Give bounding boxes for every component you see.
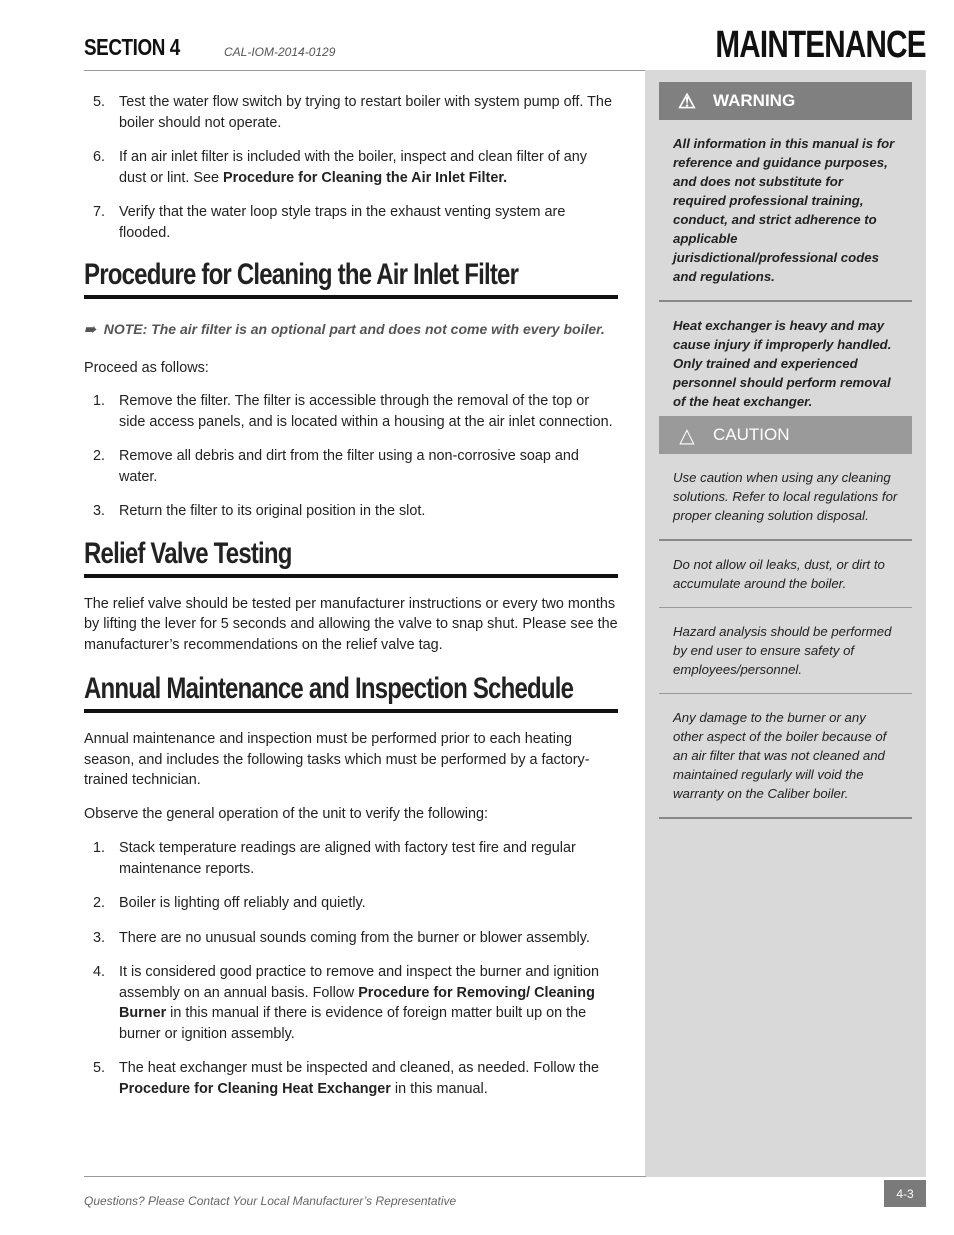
cross-reference: Procedure for Cleaning the Air Inlet Filter. xyxy=(223,169,508,186)
intro-list xyxy=(84,92,618,243)
page-title: MAINTENANCE xyxy=(715,24,926,66)
annual-items xyxy=(84,838,618,1099)
footer-text: Questions? Please Contact Your Local Manufacturer’s Representative xyxy=(84,1194,457,1208)
annual-body: Annual maintenance and inspection must be performed prior to each heating season, and includes the following tasks which must be performed by a factory-trained technician. xyxy=(84,731,590,788)
caution-text: Do not allow oil leaks, dust, or dirt to accumulate around the boiler. xyxy=(659,541,912,608)
list-item: 1. Stack temperature readings are aligned with factory test fire and regular maintenance reports. xyxy=(93,840,576,877)
list-item: 5. The heat exchanger must be inspected and cleaned, as needed. Follow the Procedure for Cleaning Heat Exchanger in this manual. xyxy=(93,1060,600,1097)
heading-relief-valve: Relief Valve Testing xyxy=(84,536,618,578)
page-header xyxy=(84,24,926,71)
caution-text: Hazard analysis should be performed by end user to ensure safety of employees/personnel. xyxy=(659,608,912,694)
list-item: 3. There are no unusual sounds coming from the burner or blower assembly. xyxy=(93,929,590,946)
heading-annual-maintenance: Annual Maintenance and Inspection Schedule xyxy=(84,671,618,713)
filter-steps xyxy=(84,391,618,522)
warning-text: Heat exchanger is heavy and may cause injury if improperly handled. Only trained and experienced personnel should perform removal of the heat exchanger. xyxy=(673,318,892,409)
document-id: CAL-IOM-2014-0129 xyxy=(224,45,336,59)
warning-icon: ⚠ xyxy=(678,90,696,113)
section-label: SECTION 4 xyxy=(84,34,180,60)
list-item: 5. Test the water flow switch by trying to restart boiler with system pump off. The boiler should not operate. xyxy=(93,94,612,131)
heading-air-filter: Procedure for Cleaning the Air Inlet Filter xyxy=(84,257,618,299)
caution-text: Any damage to the burner or any other aspect of the boiler because of an air filter that was not cleaned and maintained regularly will void the warranty on the Caliber boiler. xyxy=(659,694,912,819)
caution-box xyxy=(659,416,912,819)
caution-header: △ CAUTION xyxy=(659,416,912,454)
warning-box xyxy=(659,82,912,425)
warning-text: All information in this manual is for reference and guidance purposes, and does not substitute for required professional training, conduct, and strict adherence to applicable jurisdictional/professional codes and regulations. xyxy=(659,120,912,302)
warning-header: ⚠ WARNING xyxy=(659,82,912,120)
list-item: 2. Remove all debris and dirt from the filter using a non-corrosive soap and water. xyxy=(93,448,579,485)
list-item: 7. Verify that the water loop style traps in the exhaust venting system are flooded. xyxy=(93,204,566,241)
annual-observe: Observe the general operation of the unit to verify the following: xyxy=(84,805,488,822)
page-number: 4-3 xyxy=(884,1180,926,1207)
footer-divider xyxy=(84,1176,646,1177)
list-item: 3. Return the filter to its original position in the slot. xyxy=(93,503,426,519)
list-item: 4. It is considered good practice to remove and inspect the burner and ignition assembly on an annual basis. Follow Procedure for Removing/ Cleaning Burner in this manual if there is evidence of foreign matter built up on the burner or ignition assembly. xyxy=(93,964,599,1042)
arrow-icon: ➠ xyxy=(84,321,96,337)
caution-icon: △ xyxy=(679,424,695,447)
list-item: 2. Boiler is lighting off reliably and quietly. xyxy=(93,895,366,911)
relief-body: The relief valve should be tested per manufacturer instructions or every two months by lifting the lever for 5 seconds and allowing the valve to snap shut. Please see the manufacturer’s recommendations on the relief valve tag. xyxy=(84,595,618,653)
list-item: 6. If an air inlet filter is included with the boiler, inspect and clean filter of any dust or lint. See Procedure for Cleaning the Air Inlet Filter. xyxy=(93,149,587,186)
proceed-text: Proceed as follows: xyxy=(84,359,209,376)
note: ➠ NOTE: The air filter is an optional part and does not come with every boiler. xyxy=(84,319,618,340)
caution-text: Use caution when using any cleaning solutions. Refer to local regulations for proper cleaning solution disposal. xyxy=(659,454,912,541)
list-item: 1. Remove the filter. The filter is accessible through the removal of the top or side access panels, and is located within a housing at the air inlet connection. xyxy=(93,393,613,430)
main-content xyxy=(84,92,618,1113)
